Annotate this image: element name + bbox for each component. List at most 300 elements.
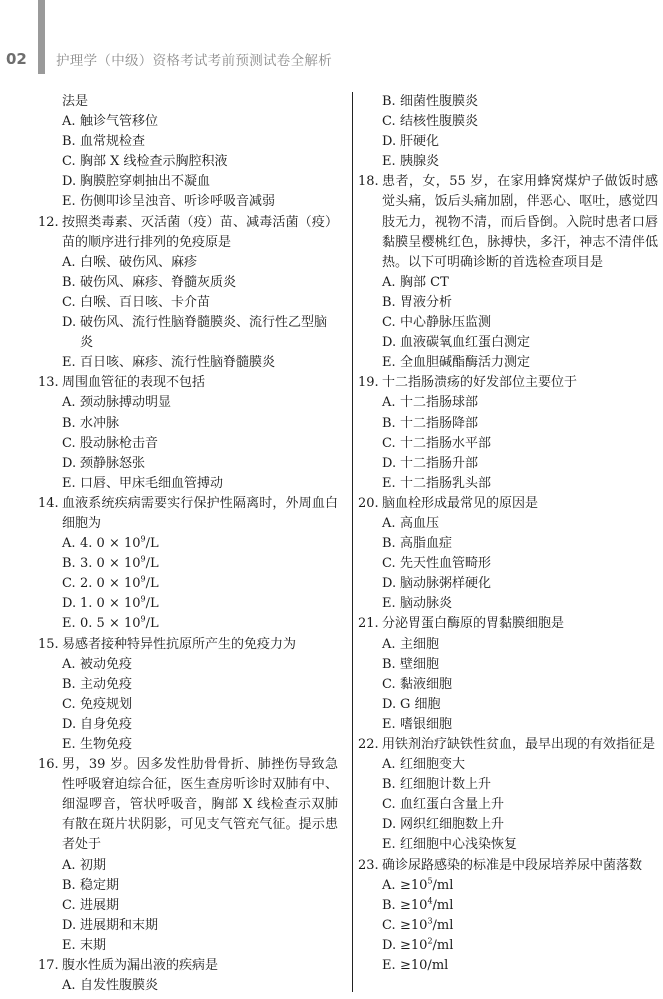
option-label: C. [382, 676, 396, 692]
option-text [400, 273, 658, 293]
option-label: B. [382, 777, 396, 793]
option-text [400, 635, 658, 655]
option-value: 主动免疫 [80, 676, 133, 692]
option-label: C. [62, 435, 76, 451]
option-label: D. [62, 455, 77, 471]
option-label: B. [62, 556, 76, 572]
question-text: 分泌胃蛋白酶原的胃黏膜细胞是 [382, 616, 565, 632]
option-unit: /L [145, 576, 159, 592]
option-label: A. [62, 536, 76, 552]
option-value: ≥10 [400, 897, 428, 913]
option-text [80, 152, 338, 172]
question-item [38, 635, 338, 655]
option-text [400, 414, 658, 434]
option-value: 红细胞变大 [400, 757, 466, 773]
option-value: 自发性腹膜炎 [80, 978, 159, 994]
option-label: D. [382, 455, 397, 471]
option-value: 全血胆碱酯酶活力测定 [400, 355, 531, 371]
option-text [80, 474, 338, 494]
option-label: D. [382, 576, 397, 592]
answer-option [358, 434, 658, 454]
option-value: 胸膜腔穿刺抽出不凝血 [80, 174, 211, 190]
question-item [358, 494, 658, 514]
option-unit: /L [145, 536, 159, 552]
answer-option [38, 434, 338, 454]
question-item [38, 956, 338, 976]
option-label: D. [382, 696, 397, 712]
option-value: 初期 [80, 857, 107, 873]
question-number: 15. [38, 636, 59, 652]
answer-option [358, 755, 658, 775]
answer-option [38, 574, 338, 594]
answer-option [38, 876, 338, 896]
option-text [80, 675, 338, 695]
answer-option [38, 554, 338, 574]
option-label: B. [382, 294, 396, 310]
option-label: D. [62, 596, 77, 612]
option-text [400, 795, 658, 815]
option-value: 末期 [80, 937, 107, 953]
option-label: B. [62, 877, 76, 893]
option-label: D. [62, 716, 77, 732]
option-label: B. [382, 94, 396, 109]
option-unit: /L [145, 556, 159, 572]
answer-option [38, 614, 338, 634]
option-exponent: 9 [140, 554, 146, 564]
option-label: E. [62, 355, 76, 371]
answer-option [358, 112, 658, 132]
option-value: 伤侧叩诊呈浊音、听诊呼吸音减弱 [80, 194, 276, 210]
option-value: 高脂血症 [400, 536, 453, 552]
option-value: 脑动脉粥样硬化 [400, 576, 492, 592]
option-text [80, 132, 338, 152]
option-label: E. [62, 737, 76, 752]
option-text [80, 454, 338, 474]
option-text [80, 414, 338, 434]
option-text [400, 474, 658, 494]
answer-option [358, 554, 658, 574]
option-text [80, 916, 338, 936]
option-label: B. [62, 134, 76, 150]
option-value: 胸部 CT [400, 274, 449, 290]
option-text [400, 956, 658, 976]
option-value: 胃液分析 [400, 294, 453, 310]
answer-option [358, 635, 658, 655]
question-number: 20. [358, 495, 379, 511]
option-value: 胰腺炎 [400, 154, 440, 170]
option-label: B. [382, 897, 396, 913]
option-text [400, 815, 658, 835]
option-text [80, 614, 338, 634]
answer-option [358, 273, 658, 293]
option-value: ≥10 [400, 917, 428, 933]
question-item [358, 373, 658, 393]
option-value: 红细胞计数上升 [400, 777, 492, 793]
option-text [80, 574, 338, 594]
option-text [400, 293, 658, 313]
option-text [80, 936, 338, 956]
option-exponent: 9 [140, 615, 146, 625]
option-text [80, 353, 338, 373]
option-value: 白喉、破伤风、麻疹 [80, 254, 198, 270]
answer-option [38, 253, 338, 273]
option-text [400, 574, 658, 594]
question-text: 患者，女，55 岁，在家用蜂窝煤炉子做饭时感觉头痛，饭后头痛加剧，伴恶心、呕吐，感觉四肢无力，视物不清，而后昏倒。入院时患者口唇黏膜呈樱桃红色，脉搏快，多汗，神志不清伴低热。以下可明确诊断的首选检查项目是 [382, 174, 658, 270]
option-text [80, 534, 338, 554]
answer-option [358, 795, 658, 815]
answer-option [38, 655, 338, 675]
question-item [358, 614, 658, 634]
option-text [80, 896, 338, 916]
answer-option [38, 695, 338, 715]
option-label: C. [382, 797, 396, 813]
question-text: 确诊尿路感染的标准是中段尿培养尿中菌落数 [382, 857, 643, 873]
option-text [400, 152, 658, 172]
option-text [80, 293, 338, 313]
option-label: C. [62, 897, 76, 913]
answer-option [358, 414, 658, 434]
option-label: C. [382, 917, 396, 933]
answer-option [358, 574, 658, 594]
page-number: 02 [6, 50, 27, 68]
option-value: 中心静脉压监测 [400, 315, 492, 331]
answer-option [38, 414, 338, 434]
option-value: 高血压 [400, 515, 440, 531]
question-item [38, 755, 338, 855]
option-value: 脑动脉炎 [400, 596, 453, 612]
option-label: C. [382, 315, 396, 331]
question-item [358, 172, 658, 272]
option-value: 结核性腹膜炎 [400, 114, 479, 130]
option-value: 网织红细胞数上升 [400, 817, 505, 833]
option-value: 自身免疫 [80, 716, 133, 732]
option-label: D. [382, 937, 397, 953]
option-value: 口唇、甲床毛细血管搏动 [80, 475, 224, 491]
option-label: E. [382, 475, 396, 491]
question-number: 21. [358, 616, 379, 632]
option-text [80, 393, 338, 413]
option-value: 触诊气管移位 [80, 114, 159, 130]
option-label: D. [382, 817, 397, 833]
option-label: A. [62, 656, 76, 672]
option-value: 白喉、百日咳、卡介苗 [80, 294, 211, 310]
option-text [80, 594, 338, 614]
option-label: B. [62, 415, 76, 431]
option-value: 胸部 X 线检查示胸腔积液 [80, 154, 228, 170]
option-text [400, 835, 658, 855]
option-label: C. [62, 696, 76, 712]
option-text [80, 554, 338, 574]
answer-option [358, 514, 658, 534]
option-value: 生物免疫 [80, 737, 133, 752]
option-label: A. [382, 395, 396, 411]
question-number: 14. [38, 495, 59, 511]
option-value: 血液碳氧血红蛋白测定 [400, 335, 531, 351]
option-value: ≥10 [400, 937, 428, 953]
option-value: ≥10/ml [400, 958, 449, 974]
answer-option [38, 916, 338, 936]
option-label: C. [62, 154, 76, 170]
option-value: 2. 0 × 10 [80, 576, 141, 592]
option-exponent: 9 [140, 534, 146, 544]
option-label: E. [382, 596, 396, 612]
option-value: 破伤风、麻疹、脊髓灰质炎 [80, 274, 237, 290]
option-unit: /ml [432, 917, 454, 933]
option-value: ≥10 [400, 877, 428, 893]
option-label: E. [62, 937, 76, 953]
option-unit: /L [145, 596, 159, 612]
question-text: 按照类毒素、灭活菌（疫）苗、减毒活菌（疫）苗的顺序进行排列的免疫原是 [62, 214, 338, 250]
answer-option [358, 393, 658, 413]
answer-option [38, 132, 338, 152]
option-label: D. [62, 174, 77, 190]
option-label: A. [382, 757, 396, 773]
answer-option [358, 916, 658, 936]
answer-option [38, 534, 338, 554]
option-value: 水冲脉 [80, 415, 120, 431]
option-value: 血常规检查 [80, 134, 146, 150]
option-label: B. [382, 415, 396, 431]
option-text [400, 454, 658, 474]
left-column [38, 92, 338, 996]
option-text [80, 434, 338, 454]
option-label: A. [382, 877, 396, 893]
option-label: D. [382, 335, 397, 351]
option-label: E. [382, 716, 396, 732]
option-value: 十二指肠水平部 [400, 435, 492, 451]
option-text [400, 755, 658, 775]
question-text: 易感者接种特异性抗原所产生的免疫力为 [62, 636, 297, 652]
option-value: 黏液细胞 [400, 676, 453, 692]
answer-option [38, 896, 338, 916]
option-value: 十二指肠降部 [400, 415, 479, 431]
right-column [358, 92, 658, 976]
answer-option [38, 273, 338, 293]
option-label: D. [62, 315, 77, 331]
option-label: E. [382, 355, 396, 371]
option-value: 被动免疫 [80, 656, 133, 672]
option-label: A. [62, 978, 76, 994]
answer-option [358, 835, 658, 855]
option-text [80, 876, 338, 896]
option-label: B. [382, 536, 396, 552]
option-label: B. [62, 274, 76, 290]
question-number: 23. [358, 857, 379, 873]
option-unit: /L [145, 616, 159, 632]
option-value: 主细胞 [400, 636, 440, 652]
option-value: 进展期 [80, 897, 120, 913]
option-text [80, 172, 338, 192]
option-label: E. [62, 475, 76, 491]
option-value: 1. 0 × 10 [80, 596, 141, 612]
option-label: C. [62, 294, 76, 310]
answer-option [38, 112, 338, 132]
question-number: 22. [358, 737, 379, 752]
answer-option [358, 152, 658, 172]
question-item [38, 373, 338, 393]
option-text [400, 333, 658, 353]
option-value: 免疫规划 [80, 696, 133, 712]
option-value: 0. 5 × 10 [80, 616, 141, 632]
option-value: 先天性血管畸形 [400, 556, 492, 572]
option-unit: /ml [432, 897, 454, 913]
option-text [80, 192, 338, 212]
answer-option [358, 594, 658, 614]
question-number: 17. [38, 958, 59, 974]
option-value: 红细胞中心浅染恢复 [400, 837, 518, 853]
option-text [400, 936, 658, 956]
answer-option [358, 815, 658, 835]
option-label: D. [62, 917, 77, 933]
option-label: A. [382, 274, 396, 290]
question-continuation: 法是 [62, 94, 89, 109]
option-exponent: 3 [427, 916, 433, 926]
option-label: B. [382, 656, 396, 672]
question-item [358, 735, 658, 755]
option-exponent: 4 [427, 896, 433, 906]
question-item [38, 494, 338, 534]
option-text [400, 393, 658, 413]
option-text [400, 675, 658, 695]
option-value: 破伤风、流行性脑脊髓膜炎、流行性乙型脑炎 [80, 315, 328, 351]
page-header [0, 48, 663, 70]
option-label: E. [382, 837, 396, 853]
answer-option [358, 92, 658, 112]
option-text [400, 92, 658, 112]
answer-option [38, 393, 338, 413]
answer-option [358, 474, 658, 494]
answer-option [38, 594, 338, 614]
answer-option [38, 715, 338, 735]
option-value: 十二指肠升部 [400, 455, 479, 471]
option-text [80, 112, 338, 132]
answer-option [38, 675, 338, 695]
option-text [400, 876, 658, 896]
answer-option [38, 313, 338, 353]
option-value: 嗜银细胞 [400, 716, 453, 732]
option-label: C. [382, 114, 396, 130]
question-item [358, 856, 658, 876]
answer-option [358, 454, 658, 474]
option-text [80, 273, 338, 293]
option-value: 十二指肠球部 [400, 395, 479, 411]
option-label: A. [382, 636, 396, 652]
option-exponent: 9 [140, 574, 146, 584]
option-label: C. [382, 556, 396, 572]
answer-option [358, 956, 658, 976]
answer-option [358, 896, 658, 916]
answer-option [358, 655, 658, 675]
answer-option [358, 534, 658, 554]
option-text [400, 353, 658, 373]
option-text [400, 554, 658, 574]
answer-option [38, 353, 338, 373]
option-value: 壁细胞 [400, 656, 440, 672]
option-label: A. [382, 515, 396, 531]
answer-option [358, 293, 658, 313]
question-number: 16. [38, 757, 59, 773]
option-value: 3. 0 × 10 [80, 556, 141, 572]
option-value: 肝硬化 [400, 134, 440, 150]
question-text: 男，39 岁。因多发性肋骨骨折、肺挫伤导致急性呼吸窘迫综合征，医生查房听诊时双肺有中、细湿啰音，管状呼吸音，胸部 X 线检查示双肺有散在斑片状阴影，可见支气管充气征。提示患者处于 [62, 757, 338, 853]
question-number: 12. [38, 214, 59, 230]
option-label: B. [62, 676, 76, 692]
option-text [400, 775, 658, 795]
answer-option [358, 695, 658, 715]
option-value: 股动脉枪击音 [80, 435, 159, 451]
answer-option [38, 192, 338, 212]
option-exponent: 2 [427, 936, 433, 946]
question-item [38, 213, 338, 253]
option-exponent: 5 [427, 876, 433, 886]
option-unit: /ml [432, 877, 454, 893]
option-text [400, 594, 658, 614]
answer-option [358, 333, 658, 353]
option-text [400, 514, 658, 534]
option-value: 血红蛋白含量上升 [400, 797, 505, 813]
option-label: C. [62, 576, 76, 592]
question-text: 血液系统疾病需要实行保护性隔离时，外周血白细胞为 [62, 495, 338, 531]
column-divider [352, 92, 353, 992]
option-text [400, 534, 658, 554]
option-text [400, 715, 658, 735]
option-value: 颈静脉怒张 [80, 455, 146, 471]
option-label: D. [382, 134, 397, 150]
option-text [80, 313, 338, 353]
option-label: E. [62, 616, 76, 632]
answer-option [358, 675, 658, 695]
option-text [400, 896, 658, 916]
option-text [400, 112, 658, 132]
option-label: A. [62, 114, 76, 130]
question-text: 用铁剂治疗缺铁性贫血，最早出现的有效指征是 [382, 737, 656, 752]
answer-option [358, 353, 658, 373]
option-value: 十二指肠乳头部 [400, 475, 492, 491]
option-text [80, 695, 338, 715]
answer-option [38, 152, 338, 172]
question-number: 19. [358, 375, 379, 391]
option-label: C. [382, 435, 396, 451]
option-text [80, 856, 338, 876]
question-text: 脑血栓形成最常见的原因是 [382, 495, 539, 511]
answer-option [38, 936, 338, 956]
option-text [400, 655, 658, 675]
answer-option [38, 454, 338, 474]
answer-option [38, 735, 338, 755]
answer-option [38, 172, 338, 192]
option-label: E. [62, 194, 76, 210]
option-label: A. [62, 395, 76, 411]
option-label: A. [62, 857, 76, 873]
question-text: 腹水性质为漏出液的疾病是 [62, 958, 219, 974]
option-label: E. [382, 154, 396, 170]
option-value: 细菌性腹膜炎 [400, 94, 479, 109]
option-value: 百日咳、麻疹、流行性脑脊髓膜炎 [80, 355, 276, 371]
option-exponent: 9 [140, 595, 146, 605]
answer-option [358, 775, 658, 795]
option-text [80, 735, 338, 755]
option-text [80, 715, 338, 735]
option-text [80, 655, 338, 675]
option-text [400, 916, 658, 936]
option-text [400, 695, 658, 715]
answer-option [38, 976, 338, 996]
option-unit: /ml [432, 937, 454, 953]
answer-option [38, 856, 338, 876]
answer-option [358, 876, 658, 896]
option-text [400, 434, 658, 454]
question-text: 周围血管征的表现不包括 [62, 375, 206, 391]
